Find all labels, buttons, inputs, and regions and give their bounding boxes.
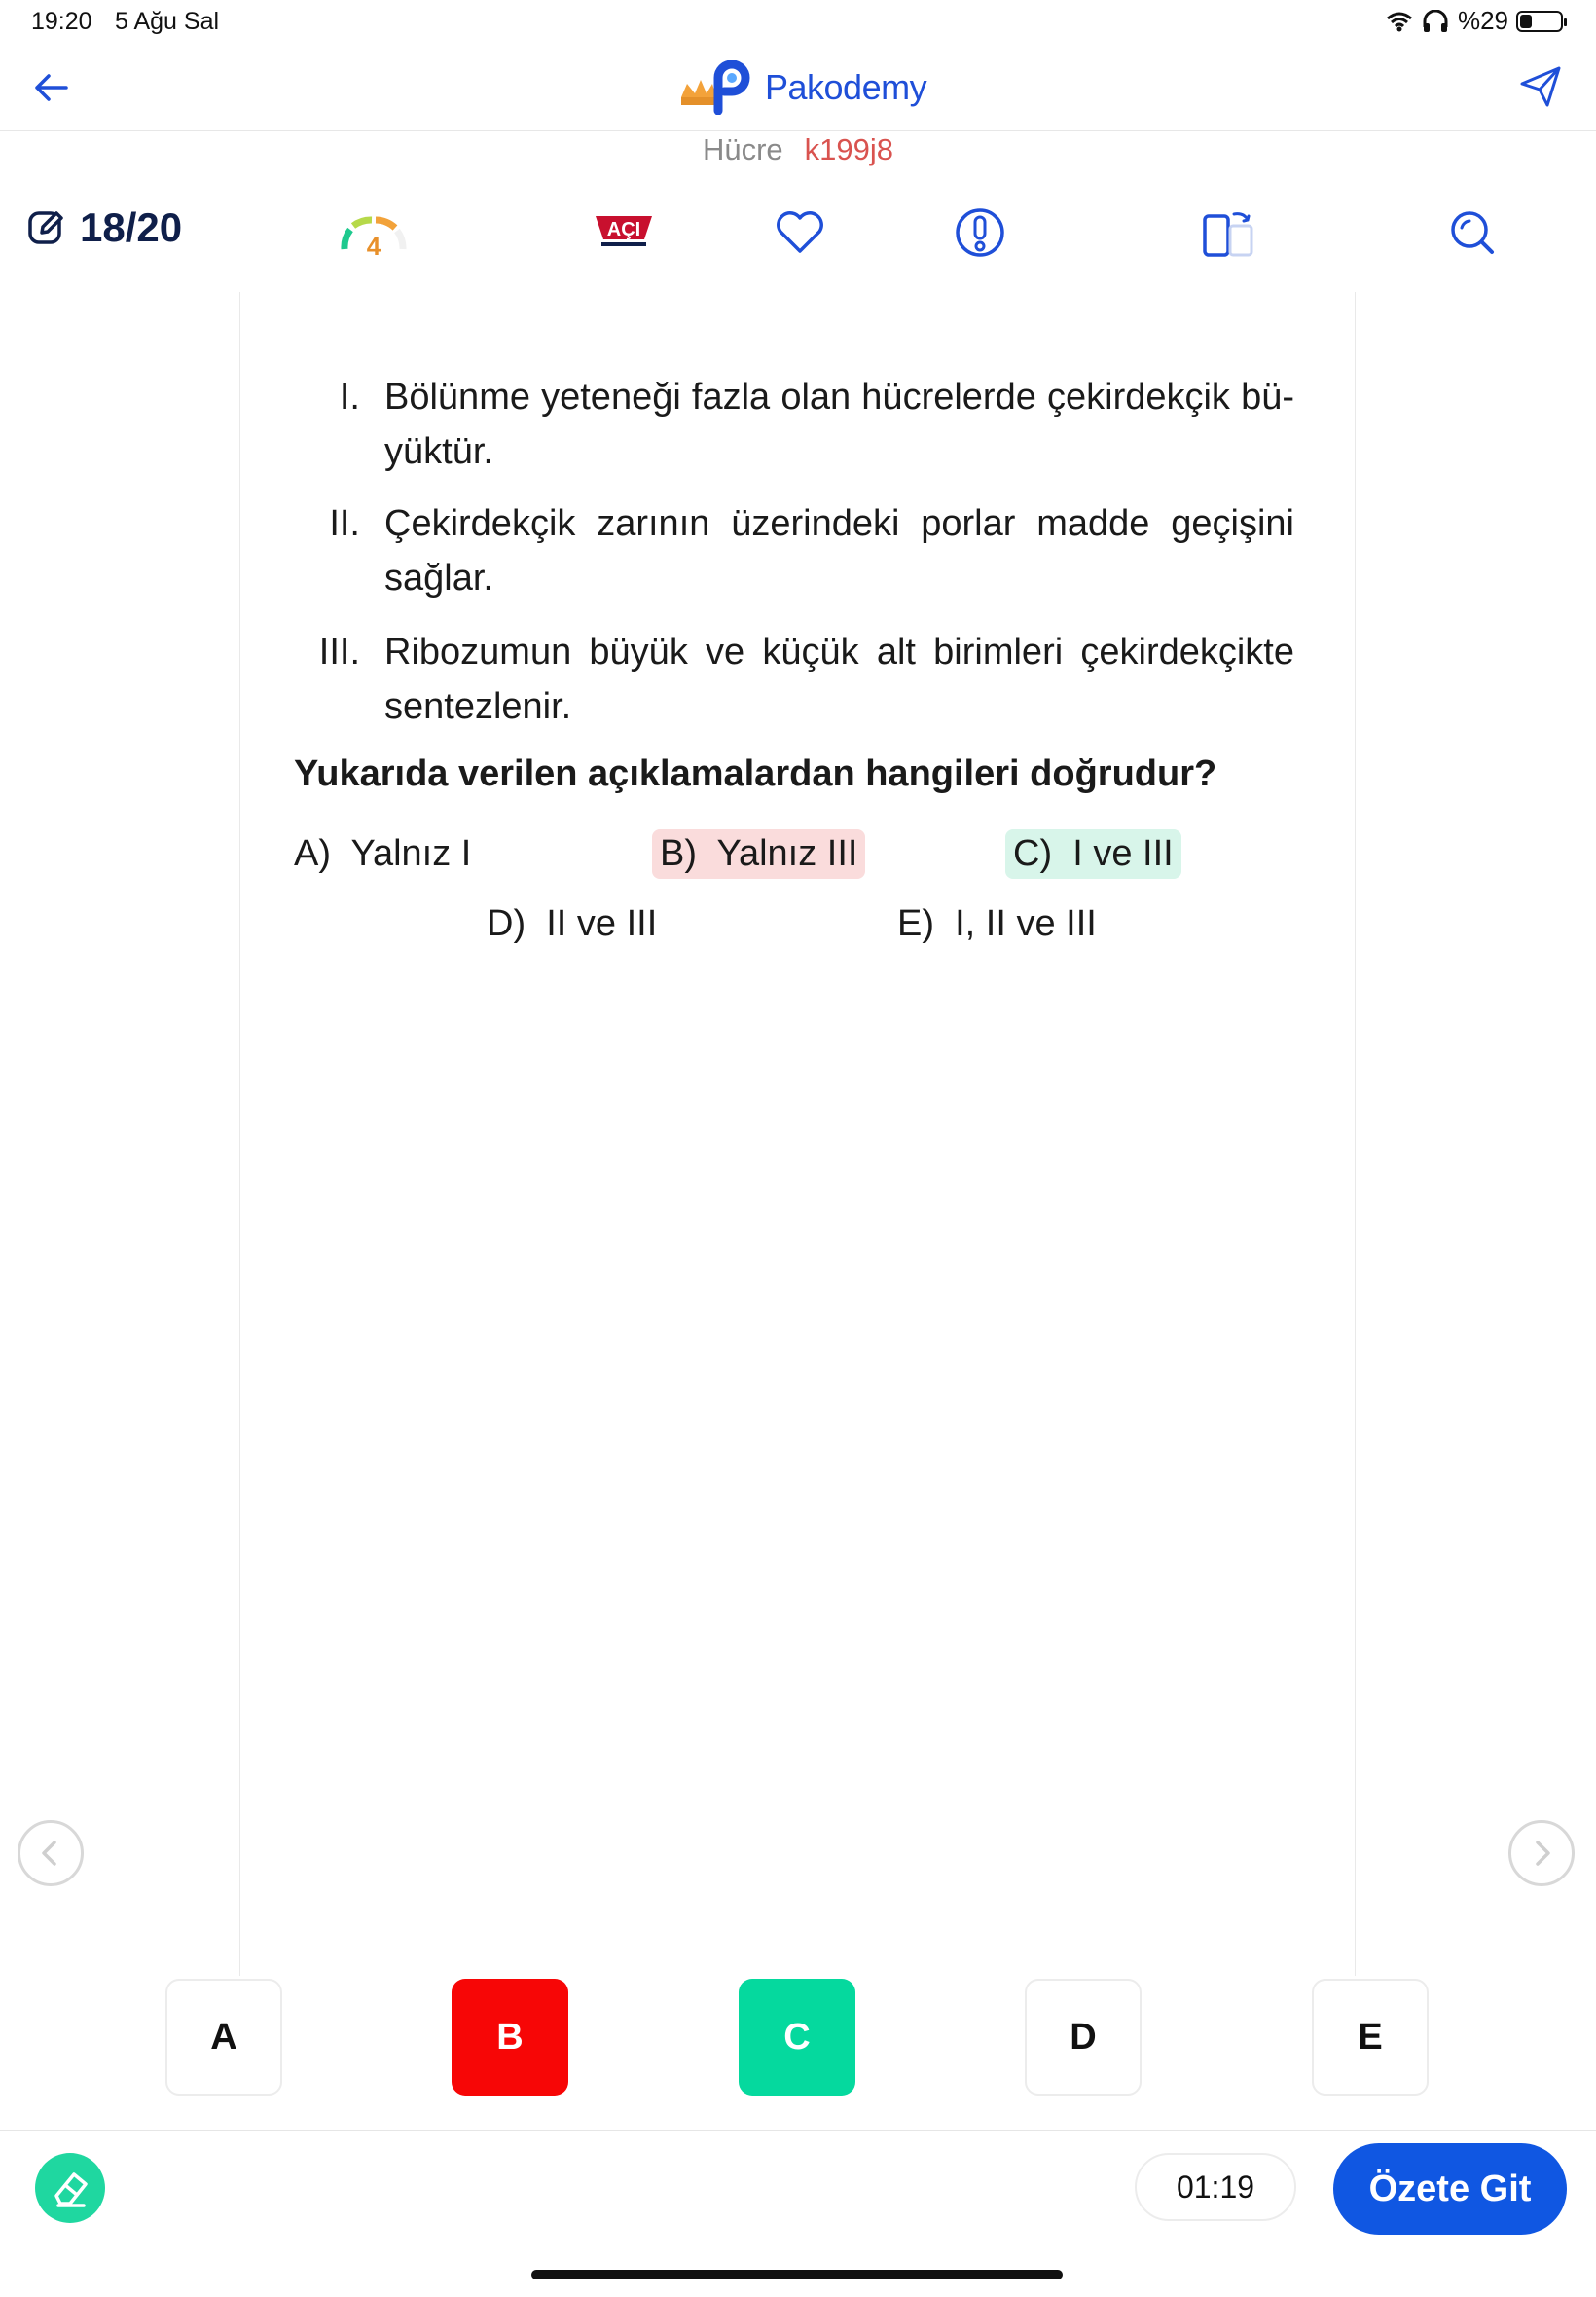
option-c: [1005, 829, 1181, 879]
battery-percent: %29: [1457, 6, 1508, 35]
option-b: [652, 829, 865, 879]
go-to-summary-button[interactable]: Özete Git: [1333, 2143, 1567, 2235]
question-prompt: Yukarıda verilen açıklamalardan hangileri doğrudur?: [294, 753, 1217, 794]
header-divider: [0, 130, 1596, 131]
statement-text: Ribozumun büyük ve küçük alt birimleri çekirdekçikte sentezlenir.: [384, 632, 1294, 727]
app-logo: [677, 60, 926, 115]
status-indicators: [1386, 6, 1563, 36]
question-counter[interactable]: [27, 204, 182, 251]
option-text: I, II ve III: [955, 903, 1097, 944]
footer-divider: [0, 2130, 1596, 2131]
option-label: C): [1013, 833, 1053, 874]
answer-button-e[interactable]: E: [1312, 1979, 1429, 2096]
difficulty-level: 4: [366, 232, 381, 259]
question-code: k199j8: [804, 132, 894, 166]
option-text: Yalnız I: [350, 833, 472, 874]
answer-button-a[interactable]: A: [165, 1979, 282, 2096]
logo-mark-icon: [677, 60, 755, 115]
chevron-left-icon: [20, 1823, 81, 1883]
option-text: Yalnız III: [716, 833, 858, 874]
statement-number: I.: [339, 377, 360, 418]
search-icon[interactable]: [1448, 208, 1497, 257]
publisher-name: AÇI: [606, 219, 641, 240]
option-label: B): [660, 833, 697, 874]
heart-icon[interactable]: [775, 208, 825, 255]
option-a: [286, 829, 479, 879]
previous-question-button[interactable]: [18, 1820, 84, 1886]
statement-text: Çekirdekçik zarının üzerindeki porlar madde geçişini sağlar.: [384, 503, 1294, 599]
publisher-logo: [590, 212, 658, 251]
next-question-button[interactable]: [1508, 1820, 1575, 1886]
option-label: E): [897, 903, 934, 944]
wifi-icon: [1386, 11, 1413, 32]
question-subtitle: [0, 132, 1596, 167]
page-border-right: [1355, 292, 1356, 1976]
chevron-right-icon: [1511, 1823, 1572, 1883]
app-name: Pakodemy: [765, 67, 927, 107]
option-label: A): [294, 833, 331, 874]
answer-button-c[interactable]: C: [739, 1979, 855, 2096]
progress-text: 18/20: [80, 204, 183, 250]
answer-button-b[interactable]: B: [452, 1979, 568, 2096]
option-label: D): [487, 903, 526, 944]
edit-icon: [27, 208, 66, 247]
home-indicator[interactable]: [531, 2270, 1063, 2279]
option-e: [889, 899, 1105, 949]
option-d: [479, 899, 665, 949]
difficulty-gauge[interactable]: [337, 204, 411, 259]
send-icon[interactable]: [1518, 64, 1563, 109]
timer: 01:19: [1135, 2153, 1296, 2221]
eraser-button[interactable]: [35, 2153, 105, 2223]
headphones-icon: [1421, 10, 1450, 33]
rotate-screen-icon[interactable]: [1201, 208, 1255, 259]
report-icon[interactable]: [954, 206, 1006, 259]
battery-icon: [1516, 11, 1563, 32]
status-date: 5 Ağu Sal: [115, 8, 220, 35]
answer-button-d[interactable]: D: [1025, 1979, 1142, 2096]
page-border-left: [239, 292, 240, 1976]
statement-text: Bölünme yeteneği fazla olan hücrelerde çekirdekçik bü-yüktür.: [384, 377, 1294, 472]
option-text: I ve III: [1072, 833, 1174, 874]
status-time: 19:20: [31, 8, 92, 35]
eraser-icon: [35, 2153, 105, 2223]
statement-number: III.: [318, 632, 360, 673]
topic-label: Hücre: [702, 132, 783, 166]
statement-number: II.: [329, 503, 360, 544]
option-text: II ve III: [546, 903, 658, 944]
back-arrow-icon[interactable]: [29, 66, 72, 109]
